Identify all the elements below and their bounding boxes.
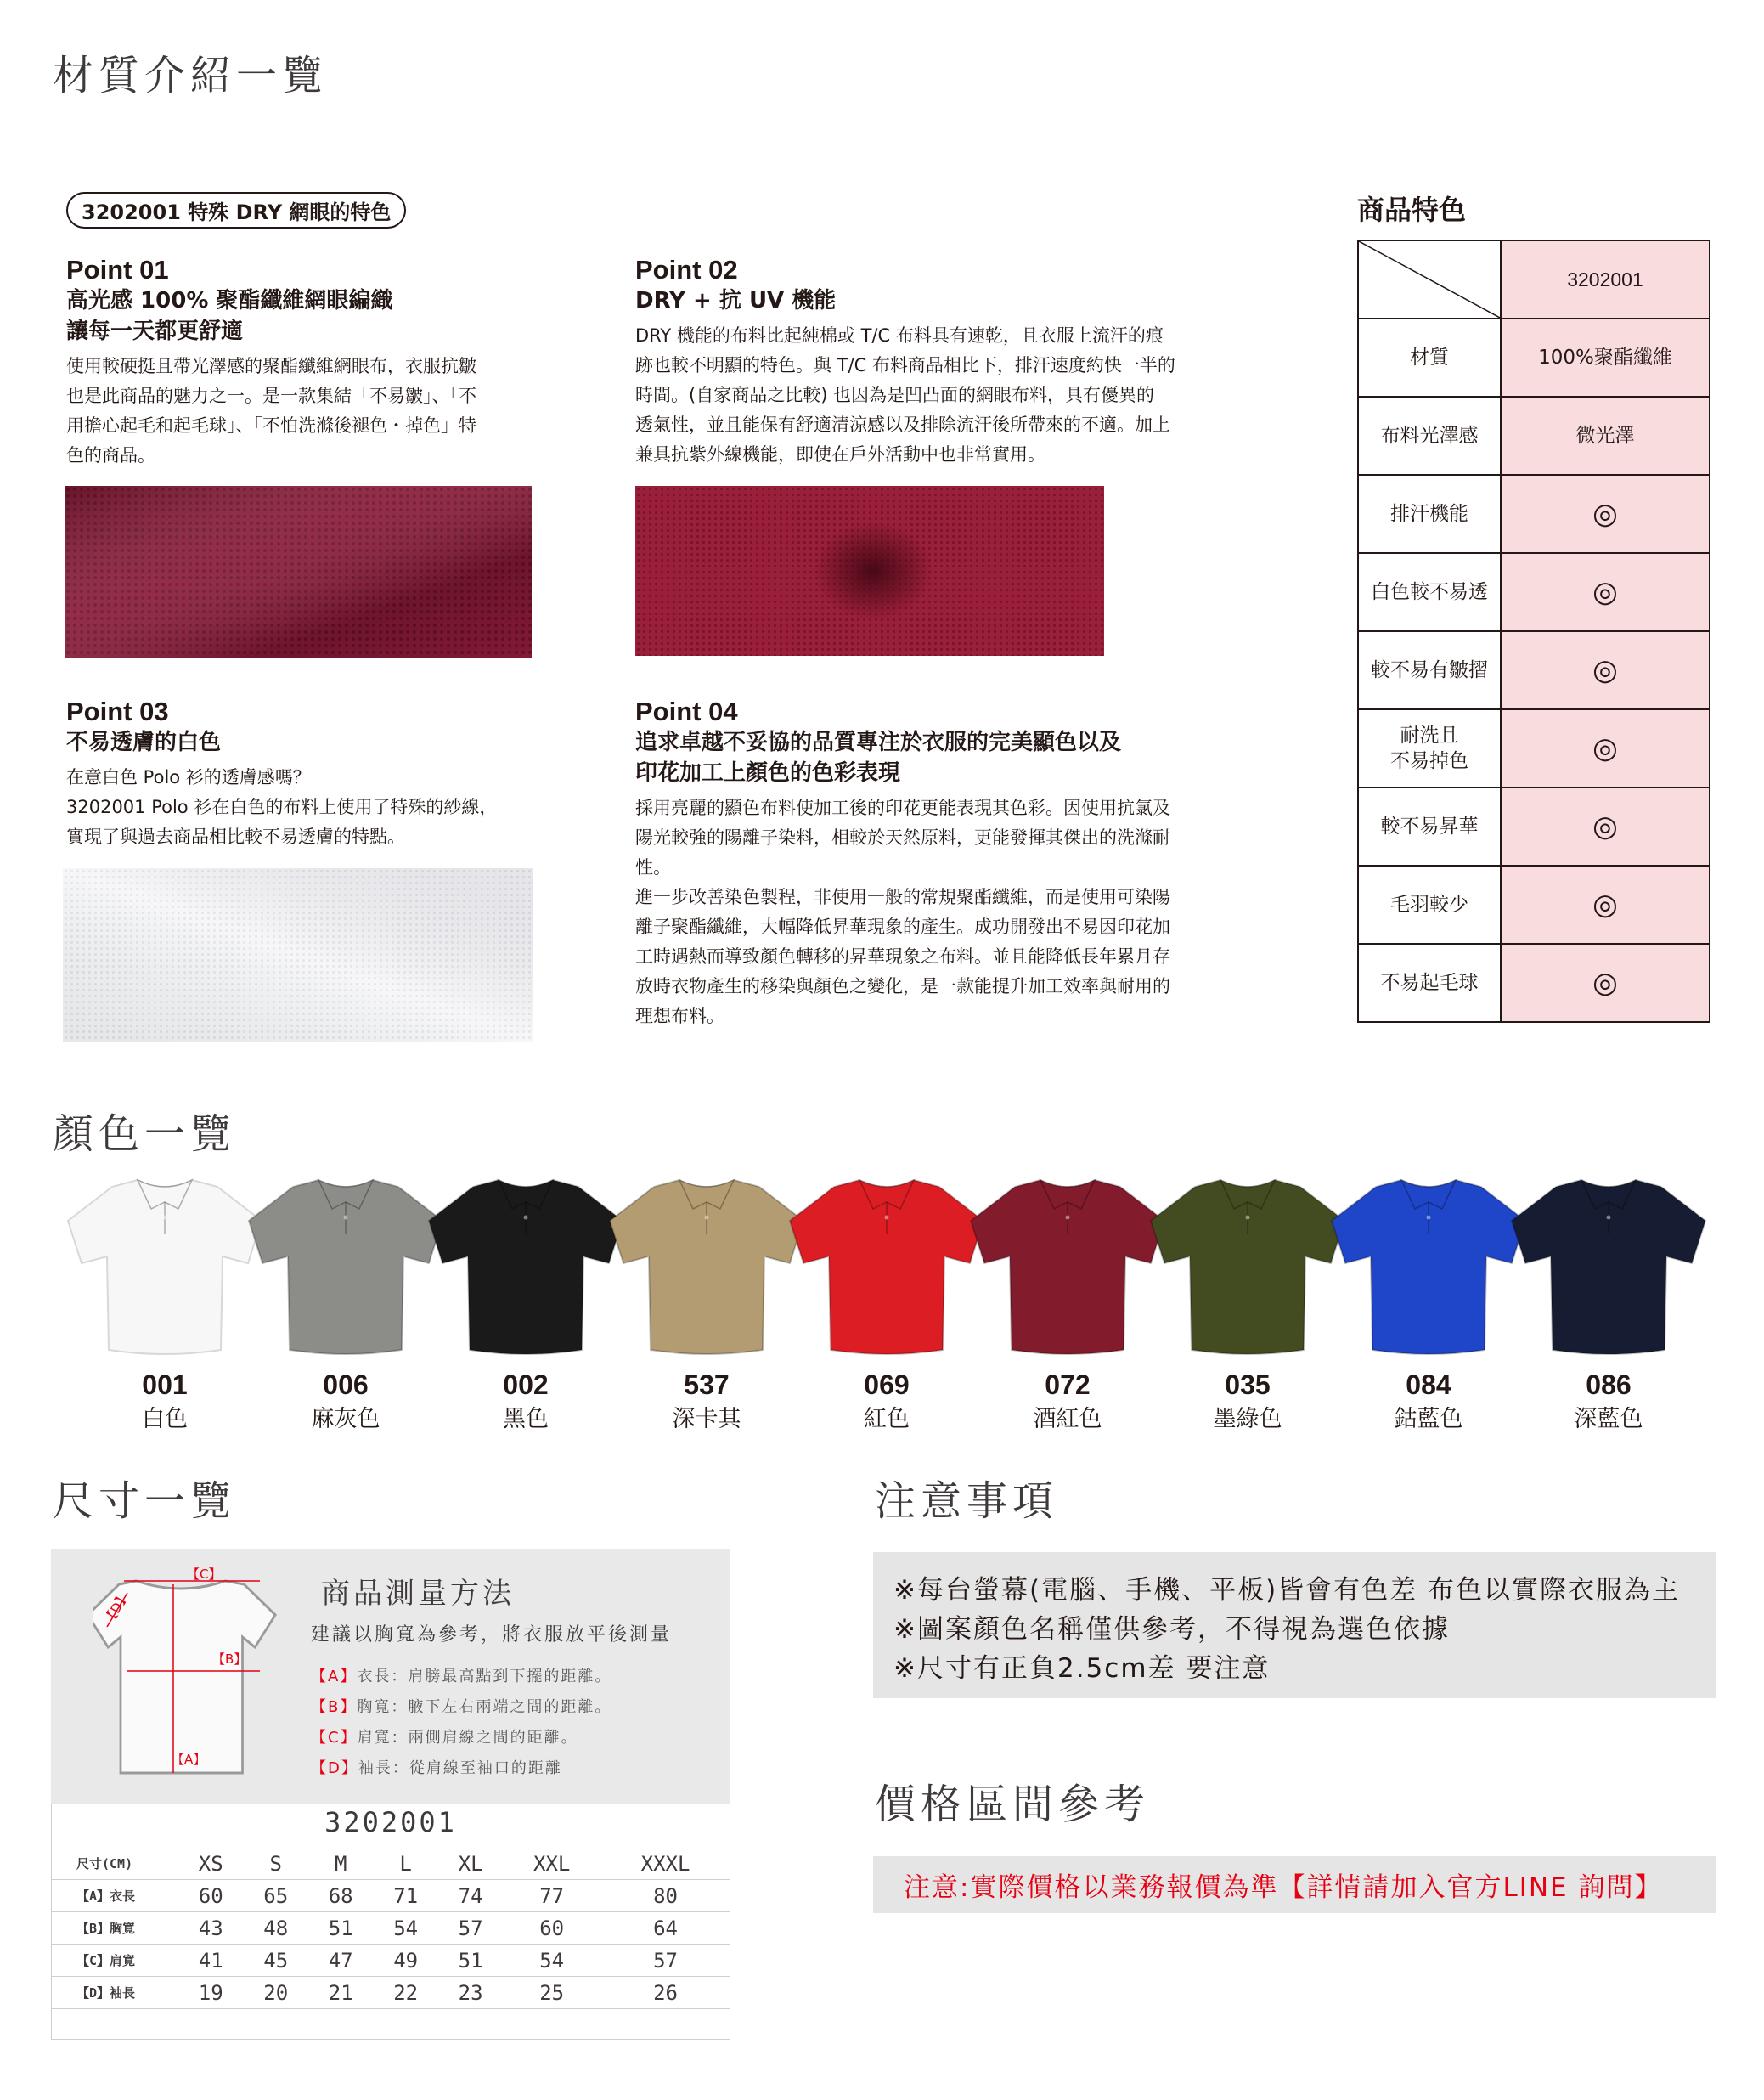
material-badge: 3202001 特殊 DRY 網眼的特色 [66, 192, 406, 229]
size-header-label: 尺寸(CM) [76, 1856, 133, 1871]
size-section-title: 尺寸一覽 [53, 1477, 237, 1525]
feature-row [1358, 553, 1710, 631]
point-heading: Point 04 [635, 697, 738, 726]
color-code: 072 [1045, 1369, 1091, 1400]
color-name: 白色 [142, 1406, 188, 1432]
polo-shirt-006 [244, 1168, 448, 1363]
feature-row [1358, 866, 1710, 944]
size-cell: 64 [653, 1916, 678, 1940]
size-header-row [51, 1848, 730, 1880]
size-cell: 48 [263, 1916, 289, 1940]
size-cell: 41 [198, 1948, 223, 1973]
feature-label: 不易起毛球 [1358, 944, 1501, 1022]
feature-row [1358, 709, 1710, 788]
feature-label: 材質 [1358, 319, 1501, 397]
notice-text: ※每台螢幕(電腦、手機、平板)皆會有色差 布色以實際衣服為主 ※圖案顏色名稱僅供參考，不得視為選色依據 ※尺寸有正負2.5cm差 要注意 [893, 1575, 1681, 1684]
point-03 [66, 697, 593, 852]
feature-value-double-circle: ◎ [1501, 475, 1710, 553]
size-cell: 57 [653, 1948, 678, 1973]
feature-value-double-circle: ◎ [1501, 788, 1710, 866]
fabric-swatch-maroon [65, 486, 532, 658]
feature-label: 耐洗且 不易掉色 [1358, 709, 1501, 788]
size-cell: 60 [198, 1883, 223, 1908]
size-cell: 47 [328, 1948, 353, 1973]
size-table-product-code: 3202001 [324, 1806, 457, 1838]
size-row-c [51, 1945, 730, 1977]
size-col-m: M [334, 1851, 347, 1876]
size-cell: 23 [458, 1980, 483, 2005]
size-row-label: 【C】肩寬 [76, 1953, 136, 1968]
diagram-label-b: 【B】 [212, 1651, 247, 1667]
point-02 [635, 255, 1247, 470]
polo-shirt-537 [605, 1168, 809, 1363]
notice-box [873, 1552, 1716, 1698]
color-code: 084 [1406, 1369, 1451, 1400]
size-cell: 71 [393, 1883, 419, 1908]
size-col-xs: XS [198, 1851, 223, 1876]
feature-label: 較不易有皺摺 [1358, 631, 1501, 709]
color-code: 086 [1586, 1369, 1632, 1400]
size-cell: 21 [328, 1980, 353, 2005]
feature-row [1358, 397, 1710, 475]
size-col-xl: XL [458, 1851, 483, 1876]
point-heading: Point 03 [66, 697, 169, 726]
point-subtitle: 追求卓越不妥協的品質專注於衣服的完美顯色以及 印花加工上顏色的色彩表現 [635, 730, 1122, 786]
feature-label: 排汗機能 [1358, 475, 1501, 553]
price-note: 注意:實際價格以業務報價為準【詳情請加入官方LINE 詢問】 [904, 1872, 1663, 1903]
color-name: 深卡其 [672, 1406, 741, 1432]
point-body: 使用較硬挺且帶光澤感的聚酯纖維網眼布，衣服抗皺 也是此商品的魅力之一。是一款集結「不易皺」、「不 用擔心起毛和起毛球」、「不怕洗滌後褪色・掉色」特 色的商品。 [66, 356, 476, 466]
size-row-label: 【A】衣長 [76, 1888, 136, 1904]
notice-section-title: 注意事項 [875, 1477, 1059, 1525]
color-name: 鈷藍色 [1394, 1406, 1463, 1432]
size-cell: 60 [539, 1916, 565, 1940]
color-code: 001 [142, 1369, 188, 1400]
size-cell: 25 [539, 1980, 565, 2005]
fabric-swatch-sweat [635, 486, 1104, 656]
size-row-label: 【B】胸寬 [76, 1921, 136, 1936]
point-body: DRY 機能的布料比起純棉或 T/C 布料具有速乾，且衣服上流汗的痕 跡也較不明顯的特色。與 T/C 布料商品相比下，排汗速度約快一半的 時間。(自家商品之比較) 也因為是凹凸面的網眼布料，具有優異的 透氣性，並且能保有舒適清涼感以及排除流汗後所帶來的不適。加上 兼具抗紫外線機能，即使在戶外活動中也非常實用。 [635, 325, 1175, 465]
feature-label: 毛羽較少 [1358, 866, 1501, 944]
product-code-cell: 3202001 [1501, 240, 1710, 319]
diagonal-header-cell [1358, 240, 1501, 319]
feature-row [1358, 788, 1710, 866]
feature-value: 100%聚酯纖維 [1501, 319, 1710, 397]
features-header-row [1358, 240, 1710, 319]
size-row-d [51, 1977, 730, 2009]
color-name: 麻灰色 [311, 1406, 380, 1432]
size-cell: 54 [393, 1916, 419, 1940]
feature-value-double-circle: ◎ [1501, 944, 1710, 1022]
size-cell: 22 [393, 1980, 419, 2005]
size-table [51, 1848, 730, 2009]
color-code: 069 [864, 1369, 910, 1400]
measure-item-a: 【A】衣長：肩膀最高點到下擺的距離。 [311, 1668, 612, 1685]
measure-item-b: 【B】胸寬：腋下左右兩端之間的距離。 [311, 1698, 612, 1716]
point-body: 採用亮麗的顯色布料使加工後的印花更能表現其色彩。因使用抗氯及 陽光較強的陽離子染料，相較於天然原料，更能發揮其傑出的洗滌耐 性。 進一步改善染色製程，非使用一般的常規聚酯纖維，而是使用可染陽 離子聚酯纖維，大幅降低昇華現象的產生。成功開發出不易因印花加 工時遇熱而導致顏色轉移的昇華現象之布料。並且能降低長年累月存 放時衣物產生的移染與顏色之變化，是一款能提升加工效率與耐用的 理想布料。 [635, 798, 1170, 1026]
fabric-swatch-white [63, 868, 533, 1042]
fabric-texture [63, 868, 533, 1042]
point-01 [66, 255, 576, 471]
measure-subtitle: 建議以胸寬為參考，將衣服放平後測量 [311, 1624, 673, 1646]
size-col-xxl: XXL [533, 1851, 571, 1876]
size-cell: 20 [263, 1980, 289, 2005]
point-subtitle: 不易透膚的白色 [66, 730, 222, 755]
color-code: 006 [323, 1369, 369, 1400]
polo-shirt-002 [424, 1168, 628, 1363]
size-cell: 54 [539, 1948, 565, 1973]
measure-item-d: 【D】袖長：從肩線至袖口的距離 [311, 1759, 562, 1777]
size-cell: 80 [653, 1883, 678, 1908]
size-col-l: L [399, 1851, 412, 1876]
features-table [1357, 240, 1710, 1023]
point-subtitle: 高光感 100% 聚酯纖維網眼編織 讓每一天都更舒適 [66, 288, 393, 344]
polo-shirt-069 [785, 1168, 989, 1363]
size-cell: 51 [328, 1916, 353, 1940]
features-title: 商品特色 [1357, 194, 1467, 226]
size-row-a [51, 1880, 730, 1912]
size-cell: 77 [539, 1883, 565, 1908]
polo-shirt-086 [1507, 1168, 1710, 1363]
color-code: 035 [1225, 1369, 1271, 1400]
diagram-label-d: 【D】 [101, 1589, 132, 1628]
color-name: 酒紅色 [1033, 1406, 1102, 1432]
color-name: 墨綠色 [1213, 1406, 1282, 1432]
polo-shirt-035 [1146, 1168, 1350, 1363]
feature-row [1358, 319, 1710, 397]
point-subtitle: DRY + 抗 UV 機能 [635, 288, 837, 313]
size-row-label: 【D】袖長 [76, 1985, 136, 2001]
diagonal-line [1359, 241, 1500, 318]
size-cell: 57 [458, 1916, 483, 1940]
feature-value-double-circle: ◎ [1501, 553, 1710, 631]
feature-label: 較不易昇華 [1358, 788, 1501, 866]
fabric-texture [635, 486, 1104, 656]
polo-shirt-084 [1327, 1168, 1530, 1363]
feature-value-double-circle: ◎ [1501, 866, 1710, 944]
diagram-label-c: 【C】 [187, 1567, 222, 1582]
feature-value: 微光澤 [1501, 397, 1710, 475]
size-cell: 19 [198, 1980, 223, 2005]
fabric-texture [65, 486, 532, 658]
size-cell: 45 [263, 1948, 289, 1973]
size-cell: 74 [458, 1883, 483, 1908]
size-cell: 65 [263, 1883, 289, 1908]
point-heading: Point 02 [635, 255, 738, 285]
diagram-label-a: 【A】 [172, 1752, 206, 1767]
size-cell: 49 [393, 1948, 419, 1973]
color-code: 537 [684, 1369, 730, 1400]
point-heading: Point 01 [66, 255, 169, 285]
price-section-title: 價格區間參考 [875, 1781, 1151, 1828]
feature-row [1358, 475, 1710, 553]
polo-shirt-001 [63, 1168, 267, 1363]
size-row-b [51, 1912, 730, 1945]
feature-label: 白色較不易透 [1358, 553, 1501, 631]
measure-title: 商品測量方法 [321, 1577, 515, 1611]
point-04 [635, 697, 1247, 1031]
feature-row [1358, 631, 1710, 709]
size-cell: 68 [328, 1883, 353, 1908]
point-body: 在意白色 Polo 衫的透膚感嗎？ 3202001 Polo 衫在白色的布料上使用了特殊的紗線， 實現了與過去商品相比較不易透膚的特點。 [66, 767, 498, 847]
color-name: 深藍色 [1574, 1406, 1643, 1432]
feature-value-double-circle: ◎ [1501, 709, 1710, 788]
polo-shirt-072 [966, 1168, 1169, 1363]
size-col-xxxl: XXXL [640, 1851, 690, 1876]
color-code: 002 [503, 1369, 549, 1400]
measure-list [311, 1662, 611, 1784]
measure-item-c: 【C】肩寬：兩側肩線之間的距離。 [311, 1729, 578, 1747]
size-col-s: S [269, 1851, 282, 1876]
color-name: 黑色 [503, 1406, 549, 1432]
color-name: 紅色 [864, 1406, 910, 1432]
color-section-title: 顏色一覽 [53, 1110, 237, 1158]
feature-row [1358, 944, 1710, 1022]
size-cell: 26 [653, 1980, 678, 2005]
size-cell: 51 [458, 1948, 483, 1973]
price-box [873, 1856, 1716, 1913]
feature-value-double-circle: ◎ [1501, 631, 1710, 709]
feature-label: 布料光澤感 [1358, 397, 1501, 475]
size-cell: 43 [198, 1916, 223, 1940]
material-section-title: 材質介紹一覽 [53, 52, 329, 99]
